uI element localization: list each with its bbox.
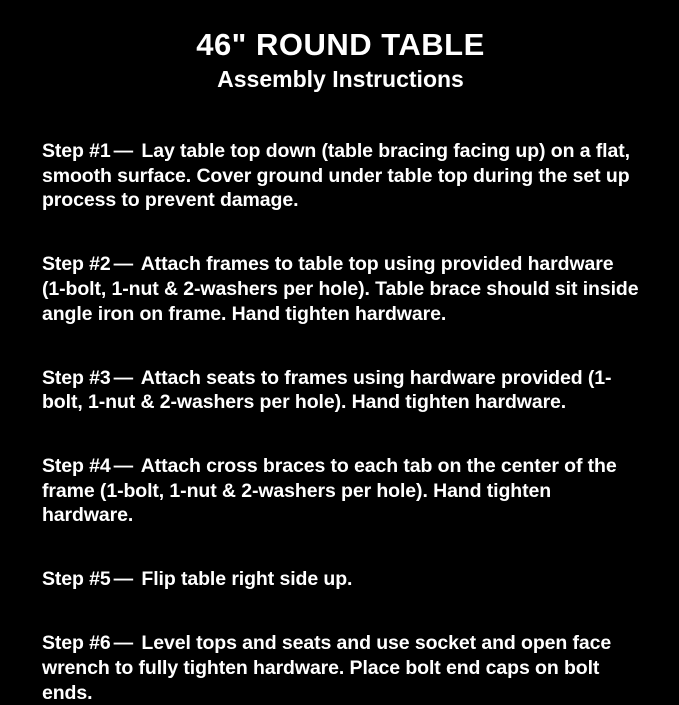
step-text: Attach cross braces to each tab on the center of the frame (1-bolt, 1-nut & 2-washers per hole). Hand tighten hardware. xyxy=(42,455,617,527)
step-label: Step #6 xyxy=(42,632,111,655)
step-text: Flip table right side up. xyxy=(141,568,353,591)
em-dash: — xyxy=(113,366,134,389)
em-dash: — xyxy=(113,140,134,163)
list-item xyxy=(42,631,639,705)
step-text: Attach seats to frames using hardware provided (1-bolt, 1-nut & 2-washers per hole). Hand tighten hardware. xyxy=(42,366,612,414)
step-text: Attach frames to table top using provided hardware (1-bolt, 1-nut & 2-washers per hole). Table brace should sit inside angle iron on frame. Hand tighten hardware. xyxy=(42,253,639,325)
step-label: Step #3 xyxy=(42,366,111,389)
list-item xyxy=(42,139,639,213)
em-dash: — xyxy=(113,568,134,591)
step-label: Step #1 xyxy=(42,140,111,163)
list-item xyxy=(42,366,639,415)
em-dash: — xyxy=(113,455,134,478)
step-label: Step #2 xyxy=(42,253,111,276)
step-text: Lay table top down (table bracing facing up) on a flat, smooth surface. Cover ground under table top during the set up process to prevent damage. xyxy=(42,140,630,212)
step-text: Level tops and seats and use socket and open face wrench to fully tighten hardware. Place bolt end caps on bolt ends. xyxy=(42,632,612,704)
em-dash: — xyxy=(113,632,134,655)
page-subtitle: Assembly Instructions xyxy=(217,66,464,93)
step-label: Step #5 xyxy=(42,568,111,591)
em-dash: — xyxy=(113,253,134,276)
steps-list xyxy=(42,120,639,705)
step-label: Step #4 xyxy=(42,455,111,478)
list-item xyxy=(42,252,639,326)
list-item xyxy=(42,454,639,528)
list-item xyxy=(42,567,639,592)
page-title: 46" ROUND TABLE xyxy=(196,27,485,62)
